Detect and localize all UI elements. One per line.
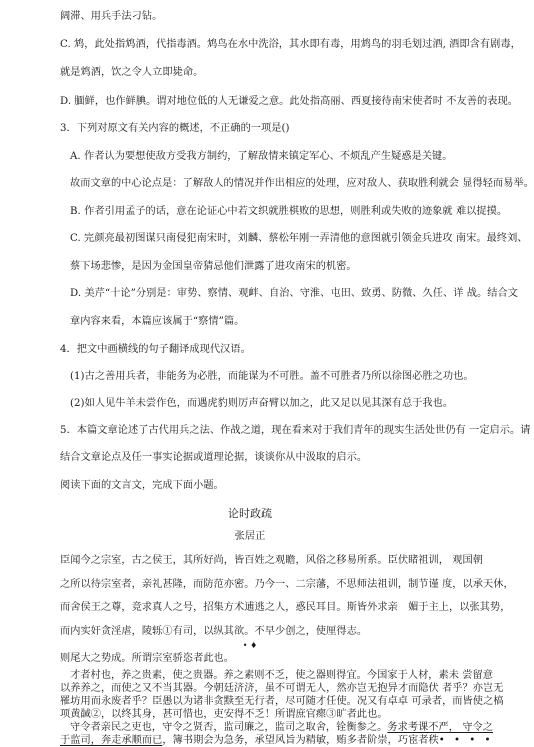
essay-line-underlined <box>60 734 494 747</box>
text-line: 章内容来看，本篇应该属于“察情”篇。 <box>70 316 245 327</box>
text-line: 结合文章论点及任一事实论据或道理论据，谈谈你从中汲取的启示。 <box>60 452 368 463</box>
question-4-title: 4．把文中画横线的句子翻译成现代汉语。 <box>60 344 251 355</box>
essay-line: 以养养之，而使之又不当其器。今朝廷济济，虽不可谓无人，然亦岂无抱异才而隐伏 者乎？亦岂无 <box>60 683 504 694</box>
essay-title: 论时政疏 <box>227 507 273 520</box>
sentence-1: (1)古之善用兵者，非能务为必胜，而能谋为不可胜。盖不可胜者乃所以徐图必胜之功也。 <box>70 371 474 382</box>
text-line: 阔滞、用兵手法刁钻。 <box>60 11 163 22</box>
text-segment: 守令者亲民之吏也，守令之贤否，监司廉之，监司之取舍，铨衡参之。 <box>70 722 388 733</box>
essay-line: 才者村也，养之贵素，使之贵器。养之素则不乏，使之器则得宜。今国家于人材，素未 尝留意 <box>70 670 494 681</box>
essay-line-underlined <box>70 721 494 734</box>
text-line: 就是鸩酒，饮之令人立即毙命。 <box>60 67 204 78</box>
emphasis-dots: • • • • <box>438 735 494 746</box>
underlined-sentence: 于监司，奔走承顺而已 <box>60 735 163 746</box>
option-b: B. 作者引用孟子的话，意在论证心中若文织就胜棋败的思想，则胜利或失败的迹象就 难以捉摸。 <box>70 206 508 217</box>
essay-author: 张居正 <box>234 531 266 542</box>
underlined-sentence: 守令之 <box>459 722 494 733</box>
essay-line: 之所以待宗室者，亲礼甚隆，而防范亦密。乃今一、二宗藩，不思师法祖训，制节谨 度，以承天休， <box>60 579 514 590</box>
question-5-title: 5．本篇文章论述了古代用兵之法、作战之道，现在看来对于我们青年的现实生活处世仍有 一定启示。请 <box>60 425 531 436</box>
option-c: C. 完颜亮最初图谋只南侵犯南宋时，刘麟、蔡松年刚一弄清他的意图就引领金兵进攻 南宋。最终刘、 <box>70 233 528 244</box>
essay-line: 项黄馘②，以终其身，甚可惜也，吏安得不乏！所谓庶官瘝③旷者此也。 <box>60 709 388 720</box>
essay-line: 罹坊用而永废者乎？臣愚以为诸非贪黩至无行者，尽可随才任使。况又有卓卓 可录者，而皆使之槁 <box>60 696 504 707</box>
underlined-sentence: 务求考课不严， <box>387 722 460 733</box>
reading-instruction: 阅读下面的文言文，完成下面小题。 <box>60 480 224 491</box>
text-segment: ，簿书期会为急务，承望风旨为精敏，贿多者阶崇，巧宦者秩 <box>162 735 439 746</box>
sentence-2: (2)如人见牛羊未尝作色，而遇虎豹则厉声奋臂以加之，此又足以见其深有总于我也。 <box>70 398 454 409</box>
question-3-title: 3．下列对原文有关内容的概述，不正确的一项是() <box>60 123 290 134</box>
text-line: D. 腼鲜，也作鲜腆。谓对地位低的人无谦爱之意。此处指高丽、西夏接待南宋使者时 不友善的表现。 <box>60 96 518 107</box>
option-a: A. 作者认为要想使敌方受我方制约，了解敌情来镇定军心、不烦乱产生疑惑是关键。 <box>70 151 453 162</box>
emphasis-marks: • ♦ <box>242 641 258 650</box>
essay-line: 臣闻今之宗室，古之侯王，其所好尚，皆百姓之观瞻，风俗之移易所系。臣伏睹祖训， 观国朝 <box>60 555 484 566</box>
text-line: C. 鸩，此处指鸩酒，代指毒酒。鸩鸟在水中洗浴，其水即有毒，用鸩鸟的羽毛划过酒, 酒即含有剧毒， <box>60 39 521 50</box>
essay-line: 而舍侯王之尊，竞求真人之号，招集方术逋逃之人，惑民耳目。斯皆外求亲 媚于主上，以张其势， <box>60 602 511 613</box>
text-line: 蔡下场悲惨，是因为金国皇帝猜忌他们泄露了进攻南宋的机密。 <box>70 261 357 272</box>
essay-line: 则尾大之势成。所谓宗室骄恣者此也。 <box>60 653 235 664</box>
text-line: 故而文章的中心论点是：了解敌人的情况并作出相应的处理，应对敌人、获取胜利就会 显得轻而易举。 <box>70 178 534 189</box>
option-d: D. 美芹“十论”分别是：审势、察情、观衅、自治、守淮、屯田、致勇、防微、久任、详 战。结合文 <box>70 288 518 299</box>
essay-line: 而内实奸贪淫虐，陵轹①有司，以纵其欲。不早少创之，使厘得志。 <box>60 626 368 637</box>
